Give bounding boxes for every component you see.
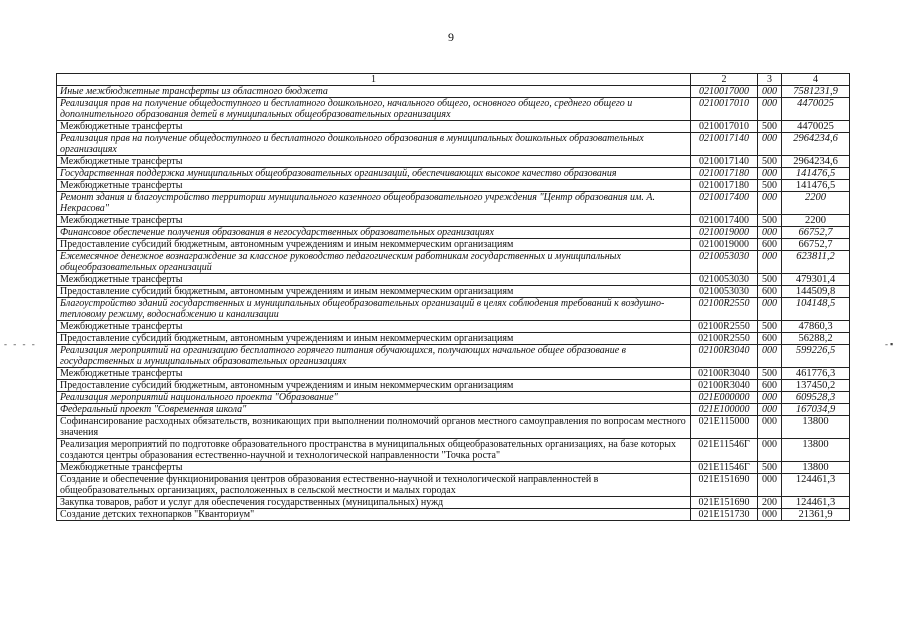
table-row — [57, 133, 850, 156]
row-name-cell: Реализация мероприятий по подготовке образовательного пространства в муниципальных общеобразовательных организациях, на базе которых создаются центры образования естественно-научной и технологической направленности "Точка роста" — [57, 439, 691, 462]
table-row — [57, 286, 850, 298]
table-row — [57, 86, 850, 98]
page-number: 9 — [448, 30, 454, 44]
row-code-cell: 021E000000 — [691, 392, 758, 404]
row-amount-cell: 141476,5 — [782, 180, 850, 192]
row-code-cell: 021E115000 — [691, 416, 758, 439]
table-row — [57, 251, 850, 274]
table-row — [57, 215, 850, 227]
row-amount-cell: 609528,3 — [782, 392, 850, 404]
row-name-cell: Создание детских технопарков "Кванториум" — [57, 509, 691, 521]
row-amount-cell: 461776,3 — [782, 368, 850, 380]
row-amount-cell: 4470025 — [782, 98, 850, 121]
table-row — [57, 416, 850, 439]
table-row — [57, 392, 850, 404]
row-code-cell: 0210017010 — [691, 121, 758, 133]
table-row — [57, 180, 850, 192]
row-name-cell: Реализация мероприятий на организацию бесплатного горячего питания обучающихся, получающих начальное общее образование в государственных и муниципальных образовательных организациях — [57, 345, 691, 368]
table-row — [57, 509, 850, 521]
row-code-cell: 02100R3040 — [691, 380, 758, 392]
row-type-cell: 600 — [758, 380, 782, 392]
row-type-cell: 000 — [758, 251, 782, 274]
row-type-cell: 500 — [758, 121, 782, 133]
table-row — [57, 497, 850, 509]
table-row — [57, 380, 850, 392]
row-type-cell: 000 — [758, 416, 782, 439]
row-amount-cell: 141476,5 — [782, 168, 850, 180]
row-amount-cell: 2964234,6 — [782, 156, 850, 168]
scan-edge-mark-right: -▪ — [885, 339, 896, 349]
row-code-cell: 021E11546Г — [691, 439, 758, 462]
row-name-cell: Иные межбюджетные трансферты из областного бюджета — [57, 86, 691, 98]
table-row — [57, 227, 850, 239]
row-type-cell: 500 — [758, 156, 782, 168]
table-row — [57, 462, 850, 474]
table-row — [57, 98, 850, 121]
row-name-cell: Реализация прав на получение общедоступного и бесплатного дошкольного образования в муниципальных дошкольных образовательных организациях — [57, 133, 691, 156]
row-amount-cell: 124461,3 — [782, 497, 850, 509]
row-amount-cell: 4470025 — [782, 121, 850, 133]
table-row — [57, 192, 850, 215]
row-code-cell: 0210053030 — [691, 251, 758, 274]
row-code-cell: 0210019000 — [691, 227, 758, 239]
table-row — [57, 274, 850, 286]
row-name-cell: Софинансирование расходных обязательств, возникающих при выполнении полномочий органов местного самоуправления по вопросам местного значения — [57, 416, 691, 439]
table-row — [57, 439, 850, 462]
row-name-cell: Межбюджетные трансферты — [57, 156, 691, 168]
row-type-cell: 000 — [758, 509, 782, 521]
row-code-cell: 02100R3040 — [691, 345, 758, 368]
row-name-cell: Межбюджетные трансферты — [57, 462, 691, 474]
table-row — [57, 345, 850, 368]
row-name-cell: Предоставление субсидий бюджетным, автономным учреждениям и иным некоммерческим организациям — [57, 380, 691, 392]
row-name-cell: Создание и обеспечение функционирования центров образования естественно-научной и технологической направленностей в общеобразовательных организациях, расположенных в сельской местности и малых городах — [57, 474, 691, 497]
header-cell-type: 3 — [758, 74, 782, 86]
row-name-cell: Предоставление субсидий бюджетным, автономным учреждениям и иным некоммерческим организациям — [57, 239, 691, 251]
table-row — [57, 168, 850, 180]
row-code-cell: 021E151730 — [691, 509, 758, 521]
row-type-cell: 000 — [758, 439, 782, 462]
table-header-row — [57, 74, 850, 86]
row-name-cell: Межбюджетные трансферты — [57, 321, 691, 333]
row-type-cell: 000 — [758, 345, 782, 368]
header-cell-name: 1 — [57, 74, 691, 86]
row-code-cell: 021E11546Г — [691, 462, 758, 474]
row-amount-cell: 66752,7 — [782, 227, 850, 239]
row-amount-cell: 137450,2 — [782, 380, 850, 392]
row-code-cell: 021E151690 — [691, 474, 758, 497]
row-amount-cell: 623811,2 — [782, 251, 850, 274]
row-type-cell: 500 — [758, 180, 782, 192]
row-type-cell: 000 — [758, 392, 782, 404]
row-code-cell: 0210017010 — [691, 98, 758, 121]
row-type-cell: 000 — [758, 98, 782, 121]
row-amount-cell: 47860,3 — [782, 321, 850, 333]
row-name-cell: Предоставление субсидий бюджетным, автономным учреждениям и иным некоммерческим организациям — [57, 333, 691, 345]
row-code-cell: 0210053030 — [691, 286, 758, 298]
table-row — [57, 474, 850, 497]
row-code-cell: 021E100000 — [691, 404, 758, 416]
row-type-cell: 000 — [758, 192, 782, 215]
row-type-cell: 500 — [758, 368, 782, 380]
row-name-cell: Реализация мероприятий национального проекта "Образование" — [57, 392, 691, 404]
table-row — [57, 239, 850, 251]
row-amount-cell: 56288,2 — [782, 333, 850, 345]
row-name-cell: Ремонт здания и благоустройство территории муниципального казенного общеобразовательного учреждения "Центр образования им. А. Некрасова" — [57, 192, 691, 215]
row-name-cell: Межбюджетные трансферты — [57, 121, 691, 133]
header-cell-amount: 4 — [782, 74, 850, 86]
row-type-cell: 600 — [758, 239, 782, 251]
table-row — [57, 404, 850, 416]
budget-table-body — [57, 74, 850, 521]
row-amount-cell: 21361,9 — [782, 509, 850, 521]
header-cell-code: 2 — [691, 74, 758, 86]
row-amount-cell: 13800 — [782, 416, 850, 439]
row-amount-cell: 66752,7 — [782, 239, 850, 251]
row-type-cell: 000 — [758, 86, 782, 98]
row-name-cell: Закупка товаров, работ и услуг для обеспечения государственных (муниципальных) нужд — [57, 497, 691, 509]
row-code-cell: 0210017140 — [691, 156, 758, 168]
table-row — [57, 156, 850, 168]
table-row — [57, 333, 850, 345]
row-code-cell: 021E151690 — [691, 497, 758, 509]
row-type-cell: 000 — [758, 474, 782, 497]
row-amount-cell: 167034,9 — [782, 404, 850, 416]
row-code-cell: 0210017140 — [691, 133, 758, 156]
row-name-cell: Благоустройство зданий государственных и муниципальных общеобразовательных организаций в целях соблюдения требований к воздушно-тепловому режиму, водоснабжению и канализации — [57, 298, 691, 321]
row-code-cell: 02100R2550 — [691, 333, 758, 345]
row-code-cell: 0210017180 — [691, 180, 758, 192]
row-amount-cell: 2200 — [782, 192, 850, 215]
row-code-cell: 02100R2550 — [691, 321, 758, 333]
row-amount-cell: 7581231,9 — [782, 86, 850, 98]
row-code-cell: 0210017400 — [691, 215, 758, 227]
row-type-cell: 000 — [758, 298, 782, 321]
row-type-cell: 500 — [758, 321, 782, 333]
row-name-cell: Межбюджетные трансферты — [57, 274, 691, 286]
row-code-cell: 0210017000 — [691, 86, 758, 98]
row-name-cell: Федеральный проект "Современная школа" — [57, 404, 691, 416]
row-type-cell: 200 — [758, 497, 782, 509]
table-row — [57, 121, 850, 133]
budget-table — [56, 73, 850, 521]
row-amount-cell: 13800 — [782, 439, 850, 462]
row-name-cell: Межбюджетные трансферты — [57, 180, 691, 192]
row-type-cell: 000 — [758, 404, 782, 416]
scan-edge-mark-left: - - - - — [4, 339, 37, 349]
row-amount-cell: 2964234,6 — [782, 133, 850, 156]
row-code-cell: 02100R3040 — [691, 368, 758, 380]
table-row — [57, 368, 850, 380]
row-name-cell: Государственная поддержка муниципальных общеобразовательных организаций, обеспечивающих высокое качество образования — [57, 168, 691, 180]
row-code-cell: 02100R2550 — [691, 298, 758, 321]
row-name-cell: Межбюджетные трансферты — [57, 368, 691, 380]
row-amount-cell: 124461,3 — [782, 474, 850, 497]
row-code-cell: 0210017180 — [691, 168, 758, 180]
row-code-cell: 0210019000 — [691, 239, 758, 251]
row-type-cell: 600 — [758, 333, 782, 345]
row-amount-cell: 144509,8 — [782, 286, 850, 298]
row-name-cell: Ежемесячное денежное вознаграждение за классное руководство педагогическим работникам государственных и муниципальных общеобразовательных организаций — [57, 251, 691, 274]
row-amount-cell: 2200 — [782, 215, 850, 227]
row-amount-cell: 104148,5 — [782, 298, 850, 321]
table-row — [57, 321, 850, 333]
row-amount-cell: 13800 — [782, 462, 850, 474]
row-type-cell: 500 — [758, 462, 782, 474]
row-name-cell: Межбюджетные трансферты — [57, 215, 691, 227]
row-code-cell: 0210017400 — [691, 192, 758, 215]
row-amount-cell: 599226,5 — [782, 345, 850, 368]
row-type-cell: 600 — [758, 286, 782, 298]
row-name-cell: Предоставление субсидий бюджетным, автономным учреждениям и иным некоммерческим организациям — [57, 286, 691, 298]
row-name-cell: Реализация прав на получение общедоступного и бесплатного дошкольного, начального общего, основного общего, среднего общего и дополнительного образования детей в муниципальных общеобразовательных организациях — [57, 98, 691, 121]
row-code-cell: 0210053030 — [691, 274, 758, 286]
row-name-cell: Финансовое обеспечение получения образования в негосударственных образовательных организациях — [57, 227, 691, 239]
table-row — [57, 298, 850, 321]
row-amount-cell: 479301,4 — [782, 274, 850, 286]
row-type-cell: 500 — [758, 215, 782, 227]
row-type-cell: 000 — [758, 133, 782, 156]
row-type-cell: 000 — [758, 168, 782, 180]
row-type-cell: 500 — [758, 274, 782, 286]
row-type-cell: 000 — [758, 227, 782, 239]
